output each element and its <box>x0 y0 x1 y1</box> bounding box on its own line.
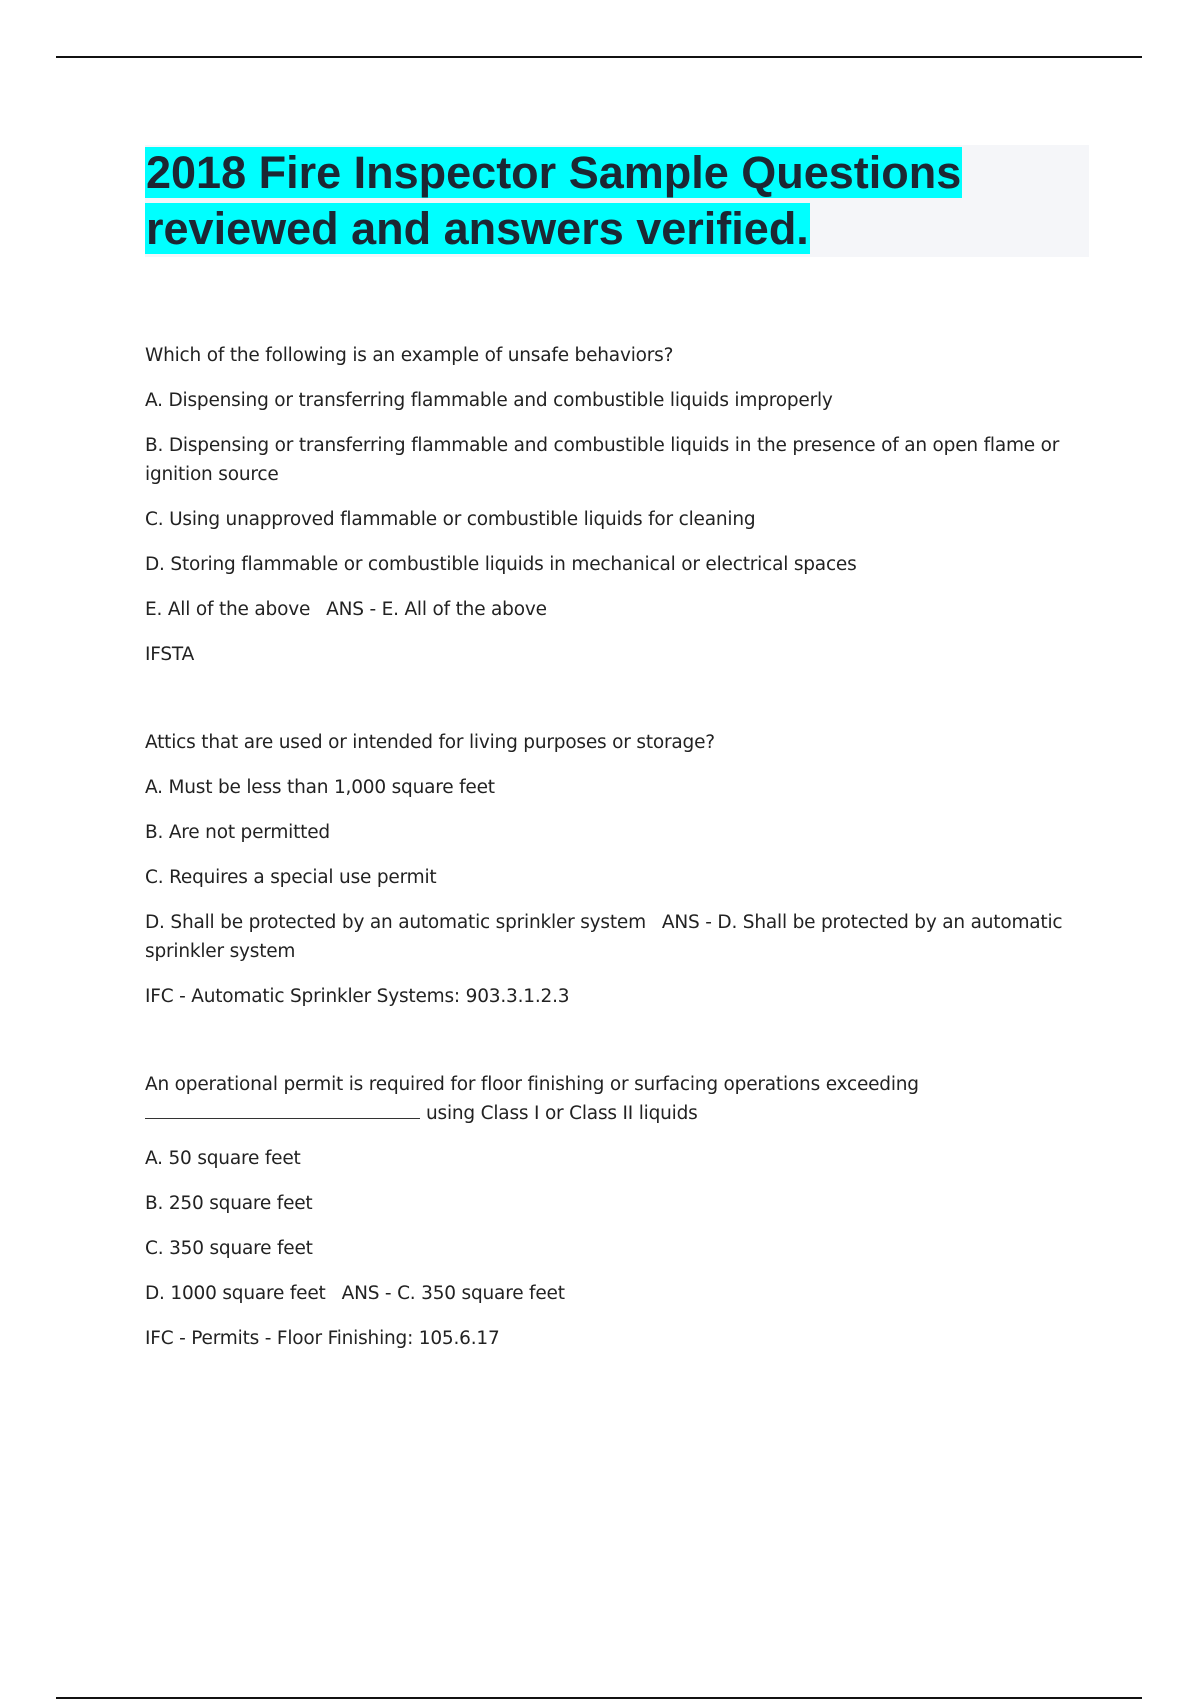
question-3 <box>145 1070 1065 1353</box>
question-1 <box>145 341 1065 669</box>
fill-in-blank-line <box>145 1100 420 1119</box>
question-prompt: Which of the following is an example of unsafe behaviors? <box>145 345 674 366</box>
answer-option: A. Dispensing or transferring flammable and combustible liquids improperly <box>145 390 833 411</box>
answer-option: C. Using unapproved flammable or combustible liquids for cleaning <box>145 509 756 530</box>
answer-option: B. Are not permitted <box>145 822 330 843</box>
title-block <box>145 145 1089 257</box>
reference-source: IFC - Permits - Floor Finishing: 105.6.17 <box>145 1328 500 1349</box>
question-prompt-before-blank: An operational permit is required for floor finishing or surfacing operations exceeding <box>145 1074 919 1095</box>
correct-answer: ANS - C. 350 square feet <box>341 1283 565 1304</box>
answer-option-with-answer <box>145 1279 1065 1308</box>
question-prompt-after-blank: using Class I or Class II liquids <box>426 1103 698 1124</box>
correct-answer: ANS - E. All of the above <box>326 599 547 620</box>
reference-source: IFSTA <box>145 644 195 665</box>
title-line-1: 2018 Fire Inspector Sample Questions <box>146 147 962 198</box>
answer-option: D. Shall be protected by an automatic sprinkler system <box>145 912 646 933</box>
answer-option-with-answer <box>145 908 1065 966</box>
answer-option: B. 250 square feet <box>145 1193 313 1214</box>
question-prompt <box>145 1070 1065 1128</box>
answer-option: B. Dispensing or transferring flammable and combustible liquids in the presence of an open flame or ignition source <box>145 435 1060 485</box>
answer-option-with-answer <box>145 595 1065 624</box>
answer-option: A. 50 square feet <box>145 1148 301 1169</box>
question-2 <box>145 728 1065 1011</box>
page-bottom-rule <box>56 1697 1142 1699</box>
answer-option: A. Must be less than 1,000 square feet <box>145 777 495 798</box>
answer-option: C. Requires a special use permit <box>145 867 437 888</box>
question-prompt: Attics that are used or intended for living purposes or storage? <box>145 732 715 753</box>
page-top-rule <box>56 56 1142 58</box>
title-line-2: reviewed and answers verified. <box>146 203 809 254</box>
answer-option: C. 350 square feet <box>145 1238 313 1259</box>
answer-option: D. Storing flammable or combustible liquids in mechanical or electrical spaces <box>145 554 857 575</box>
reference-source: IFC - Automatic Sprinkler Systems: 903.3.1.2.3 <box>145 986 570 1007</box>
correct-answer: ANS - D. Shall be protected by an automatic sprinkler system <box>145 912 1063 962</box>
answer-option: D. 1000 square feet <box>145 1283 326 1304</box>
questions-content <box>145 341 1065 1369</box>
answer-option: E. All of the above <box>145 599 311 620</box>
document-title <box>145 145 1089 257</box>
